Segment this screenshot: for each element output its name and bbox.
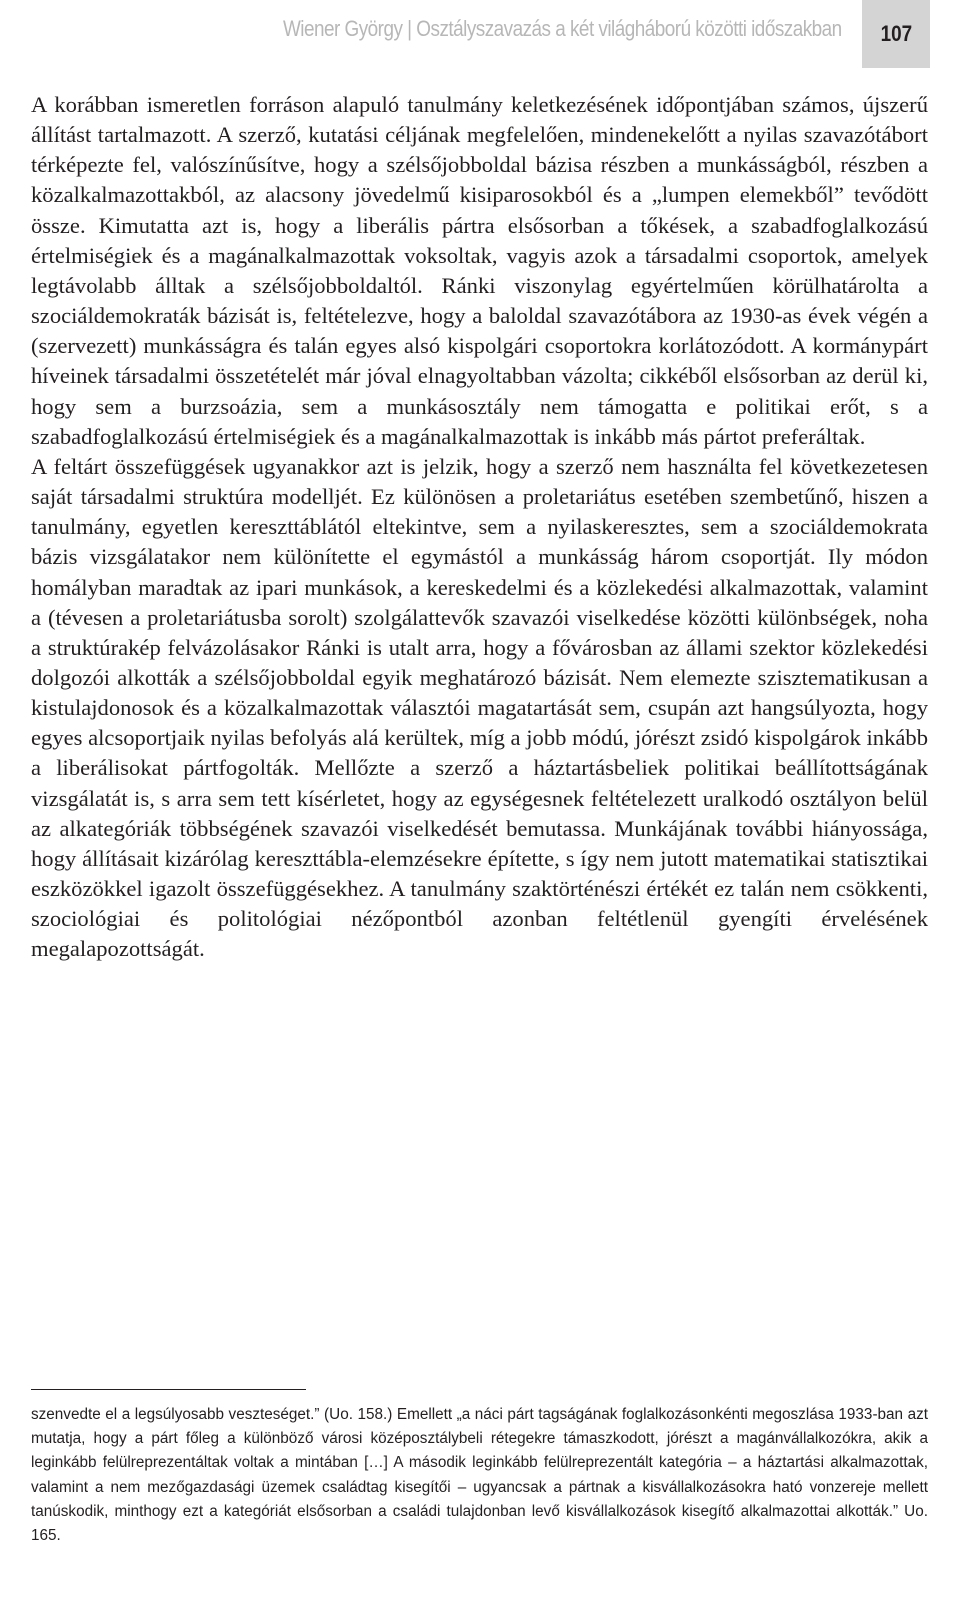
page-number: 107 — [880, 21, 912, 46]
footnote-divider — [31, 1389, 306, 1390]
running-head: Wiener György | Osztályszavazás a két világháború közötti időszakban — [283, 16, 842, 41]
footnote-text: szenvedte el a legsúlyosabb veszteséget.” (Uo. 158.) Emellett „a náci párt tagságának foglalkozásonkénti megoszlása 1933-ban azt mutatja, hogy a párt főleg a különböző városi középosztálybeli rétegekre támaszkodott, jórészt a magánvállalkozókra, akik a leginkább felülreprezentáltak voltak a mintában […] A második leginkább felülreprezentált kategória – a háztartási alkalmazottak, valamint a nem mezőgazdasági üzemek családtag kisegítői – ugyancsak a pártnak a kisvállalkozásokra ható vonzereje mellett tanúskodik, minthogy ezt a kategóriát elsősorban a családi tulajdonban levő kisvállalkozások kisegítő alkalmazottai alkották.” Uo. 165. — [31, 1406, 928, 1545]
body-paragraph-2: A feltárt összefüggések ugyanakkor azt is jelzik, hogy a szerző nem használta fel következetesen saját társadalmi struktúra modelljét. Ez különösen a proletariátus esetében szembetűnő, hiszen a tanulmány, egyetlen kereszttáblától eltekintve, sem a nyilaskeresztes, sem a szociáldemokrata bázis vizsgálatakor nem különítette el egymástól a munkásság három csoportját. Ily módon homályban maradtak az ipari munkások, a kereskedelmi és a közlekedési alkalmazottak, valamint a (tévesen a proletariátusba sorolt) szolgálattevők szavazói viselkedése közötti különbségek, noha a struktúrakép felvázolásakor Ránki is utalt arra, hogy a fővárosban az állami szektor közlekedési dolgozói alkották a szélsőjobboldal egyik meghatározó bázisát. Nem elemezte szisztematikusan a kistulajdonosok és a közalkalmazottak választói magatartását sem, csupán azt hangsúlyozta, hogy egyes alcsoportjaik nyilas befolyás alá kerültek, míg a jobb módú, jórészt zsidó kispolgárok inkább a liberálisokat pártfogolták. Mellőzte a szerző a háztartásbeliek politikai beállítottságának vizsgálatát is, s arra sem tett kísérletet, hogy az egységesnek feltételezett uralkodó osztályon belül az alkategóriák többségének szavazói viselkedését bemutassa. Munkájának további hiányossága, hogy állításait kizárólag kereszttábla-elemzésekre építette, s így nem jutott matematikai statisztikai eszközökkel igazolt összefüggésekhez. A tanulmány szaktörténészi értékét ez talán nem csökkenti, szociológiai és politológiai nézőpontból azonban feltétlenül gyengíti érvelésének megalapozottságát. — [31, 453, 928, 962]
page-header — [0, 0, 960, 68]
body-paragraph-1: A korábban ismeretlen forráson alapuló tanulmány keletkezésének időpontjában számos, újszerű állítást tartalmazott. A szerző, kutatási céljának megfelelően, mindenekelőtt a nyilas szavazótábort térképezte fel, valószínűsítve, hogy a szélsőjobboldal bázisa részben a munkásságból, részben a közalkalmazottakból, az alacsony jövedelmű kisiparosokból és a „lumpen elemekből” tevődött össze. Kimutatta azt is, hogy a liberális pártra elsősorban a tőkések, a szabadfoglalkozású értelmiségiek és a magánalkalmazottak voksoltak, vagyis azok a társadalmi csoportok, amelyek legtávolabb álltak a szélsőjobboldaltól. Ránki viszonylag egyértelműen körülhatárolta a szociáldemokraták bázisát is, feltételezve, hogy a baloldal szavazótábora az 1930-as évek végén a (szervezett) munkásságra és talán egyes alsó kispolgári csoportokra korlátozódott. A kormánypárt híveinek társadalmi összetételét már jóval elnagyoltabban vázolta; cikkéből elsősorban az derül ki, hogy sem a burzsoázia, sem a munkásosztály nem támogatta e politikai erőt, s a szabadfoglalkozású értelmiségiek és a magánalkalmazottak is inkább más pártot preferáltak. — [31, 92, 928, 449]
body-text — [31, 90, 928, 965]
footnote — [31, 1403, 928, 1548]
page-number-box — [862, 0, 930, 68]
